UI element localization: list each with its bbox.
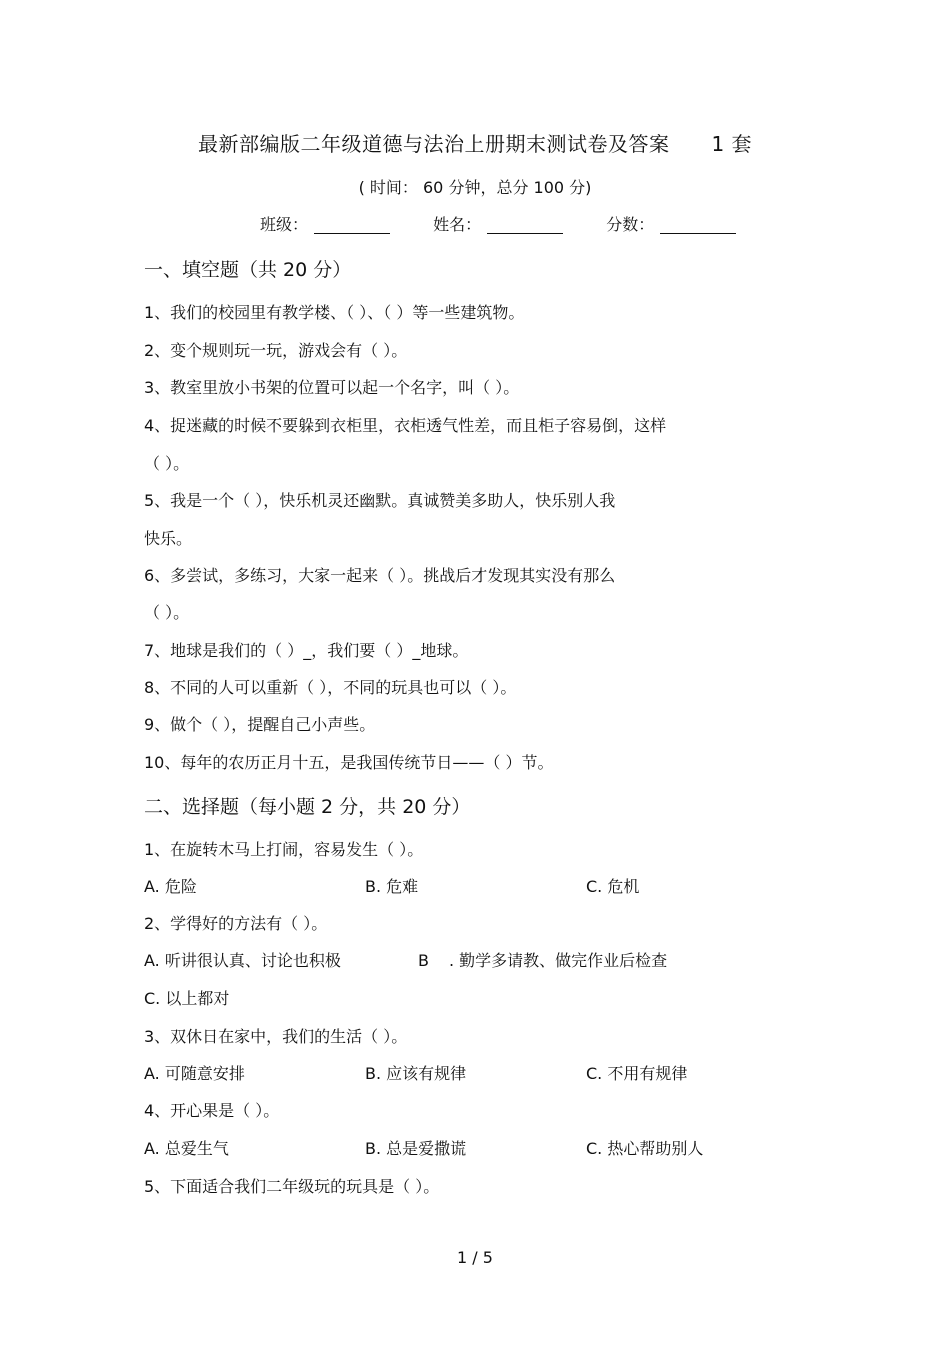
- section-heading-fill-blank: 一、填空题（共 20 分）: [144, 259, 352, 281]
- fill-question-4: 4、捉迷藏的时候不要躲到衣柜里，衣柜透气性差，而且柜子容易倒，这样: [144, 416, 667, 435]
- fill-question-2: 2、变个规则玩一玩，游戏会有（ ）。: [144, 341, 408, 360]
- choice-1-option-b[interactable]: B. 危难: [365, 877, 419, 896]
- choice-4-option-a[interactable]: A. 总爱生气: [144, 1139, 229, 1158]
- fill-question-8: 8、不同的人可以重新（ ），不同的玩具也可以（ ）。: [144, 678, 517, 697]
- fill-question-5-cont: 快乐。: [144, 529, 193, 548]
- choice-3-option-b[interactable]: B. 应该有规律: [365, 1064, 467, 1083]
- fill-question-4-cont: （ ）。: [144, 454, 190, 473]
- name-blank[interactable]: [487, 217, 563, 234]
- choice-question-3: 3、双休日在家中，我们的生活（ ）。: [144, 1027, 408, 1046]
- choice-1-option-a[interactable]: A. 危险: [144, 877, 197, 896]
- class-blank[interactable]: [314, 217, 390, 234]
- choice-question-1: 1、在旋转木马上打闹，容易发生（ ）。: [144, 840, 424, 859]
- name-field: 姓名：: [433, 212, 563, 235]
- fill-question-5: 5、我是一个（ ），快乐机灵还幽默。真诚赞美多助人，快乐别人我: [144, 491, 616, 510]
- exam-meta: ( 时间： 60 分钟，总分 100 分): [358, 178, 592, 197]
- fill-question-1: 1、我们的校园里有教学楼、（ ）、（ ）等一些建筑物。: [144, 303, 525, 322]
- choice-2-option-a[interactable]: A. 听讲很认真、讨论也积极: [144, 951, 341, 970]
- choice-4-option-b[interactable]: B. 总是爱撒谎: [365, 1139, 467, 1158]
- choice-2-option-c[interactable]: C. 以上都对: [144, 989, 230, 1008]
- fill-question-7: 7、地球是我们的（ ）_，我们要（ ）_地球。: [144, 641, 469, 660]
- choice-2-option-b[interactable]: B . 勤学多请教、做完作业后检查: [418, 951, 668, 970]
- choice-question-4: 4、开心果是（ ）。: [144, 1101, 280, 1120]
- fill-question-6-cont: （ ）。: [144, 603, 190, 622]
- choice-3-option-a[interactable]: A. 可随意安排: [144, 1064, 245, 1083]
- fill-question-3: 3、教室里放小书架的位置可以起一个名字，叫（ ）。: [144, 378, 520, 397]
- score-blank[interactable]: [660, 217, 736, 234]
- title-text: 最新部编版二年级道德与法治上册期末测试卷及答案: [197, 132, 670, 156]
- choice-question-5: 5、下面适合我们二年级玩的玩具是（ ）。: [144, 1177, 440, 1196]
- class-field: 班级：: [260, 212, 390, 235]
- score-field: 分数：: [606, 212, 736, 235]
- student-info-row: [260, 212, 774, 235]
- choice-3-option-c[interactable]: C. 不用有规律: [586, 1064, 688, 1083]
- choice-question-2: 2、学得好的方法有（ ）。: [144, 914, 328, 933]
- page-number: 1 / 5: [457, 1248, 493, 1267]
- document-title: [0, 128, 950, 157]
- fill-question-10: 10、每年的农历正月十五，是我国传统节日——（ ）节。: [144, 753, 554, 772]
- choice-1-option-c[interactable]: C. 危机: [586, 877, 640, 896]
- fill-question-9: 9、做个（ ），提醒自己小声些。: [144, 715, 376, 734]
- choice-4-option-c[interactable]: C. 热心帮助别人: [586, 1139, 704, 1158]
- fill-question-6: 6、多尝试，多练习，大家一起来（ ）。挑战后才发现其实没有那么: [144, 566, 616, 585]
- section-heading-choice: 二、选择题（每小题 2 分，共 20 分）: [144, 796, 471, 818]
- title-suffix: 1 套: [711, 132, 753, 156]
